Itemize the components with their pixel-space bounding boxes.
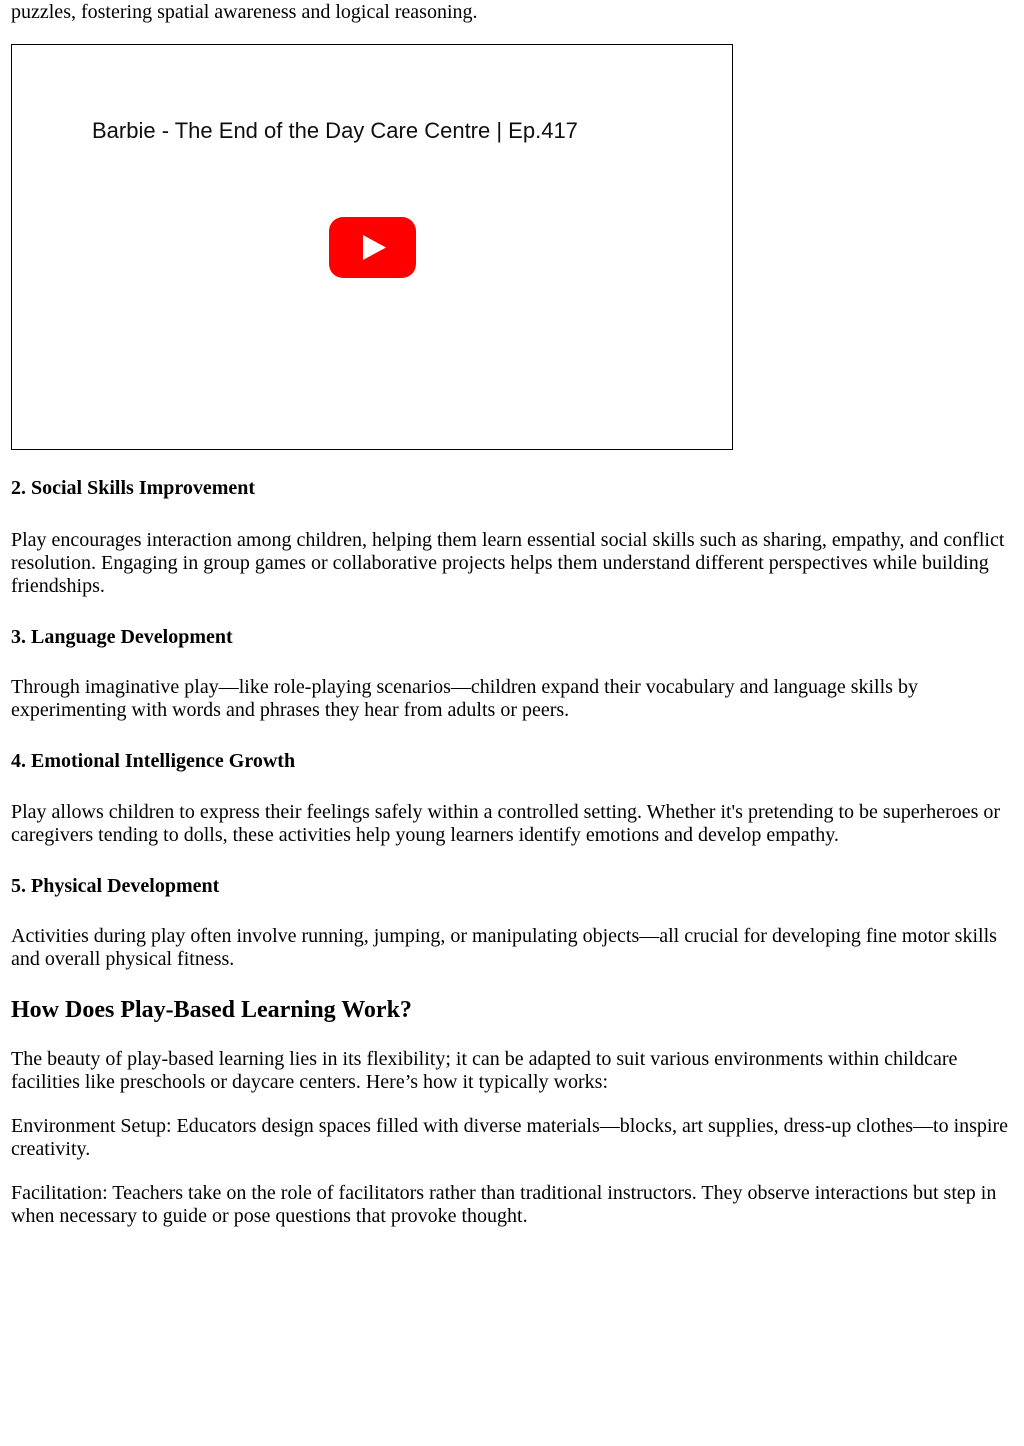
section-heading-emotional: 4. Emotional Intelligence Growth [11, 750, 296, 772]
environment-setup-paragraph: Environment Setup: Educators design spaces filled with diverse materials—blocks, art supplies, dress-up clothes—to inspire creativity. [11, 1115, 1009, 1160]
how-it-works-heading: How Does Play-Based Learning Work? [11, 997, 412, 1023]
section-heading-language: 3. Language Development [11, 626, 233, 648]
section-heading-physical: 5. Physical Development [11, 875, 220, 897]
embedded-video[interactable] [11, 44, 733, 450]
section-body-emotional: Play allows children to express their feelings safely within a controlled setting. Whether it's pretending to be superheroes or caregivers tending to dolls, these activities help young learners identify emotions and develop empathy. [11, 801, 1001, 846]
video-title[interactable]: Barbie - The End of the Day Care Centre | Ep.417 [92, 118, 578, 143]
facilitation-paragraph: Facilitation: Teachers take on the role of facilitators rather than traditional instructors. They observe interactions but step in when necessary to guide or pose questions that provoke thought. [11, 1182, 997, 1227]
intro-paragraph-tail: puzzles, fostering spatial awareness and logical reasoning. [11, 1, 478, 23]
section-body-language: Through imaginative play—like role-playing scenarios—children expand their vocabulary and language skills by experimenting with words and phrases they hear from adults or peers. [11, 676, 918, 721]
youtube-play-icon[interactable] [329, 217, 416, 278]
section-heading-social-skills: 2. Social Skills Improvement [11, 477, 256, 499]
section-body-physical: Activities during play often involve running, jumping, or manipulating objects—all crucial for developing fine motor skills and overall physical fitness. [11, 925, 997, 970]
how-it-works-intro: The beauty of play-based learning lies in its flexibility; it can be adapted to suit various environments within childcare facilities like preschools or daycare centers. Here’s how it typically works: [11, 1048, 958, 1093]
section-body-social-skills: Play encourages interaction among children, helping them learn essential social skills such as sharing, empathy, and conflict resolution. Engaging in group games or collaborative projects helps them understand different perspectives while building friendships. [11, 529, 1005, 597]
